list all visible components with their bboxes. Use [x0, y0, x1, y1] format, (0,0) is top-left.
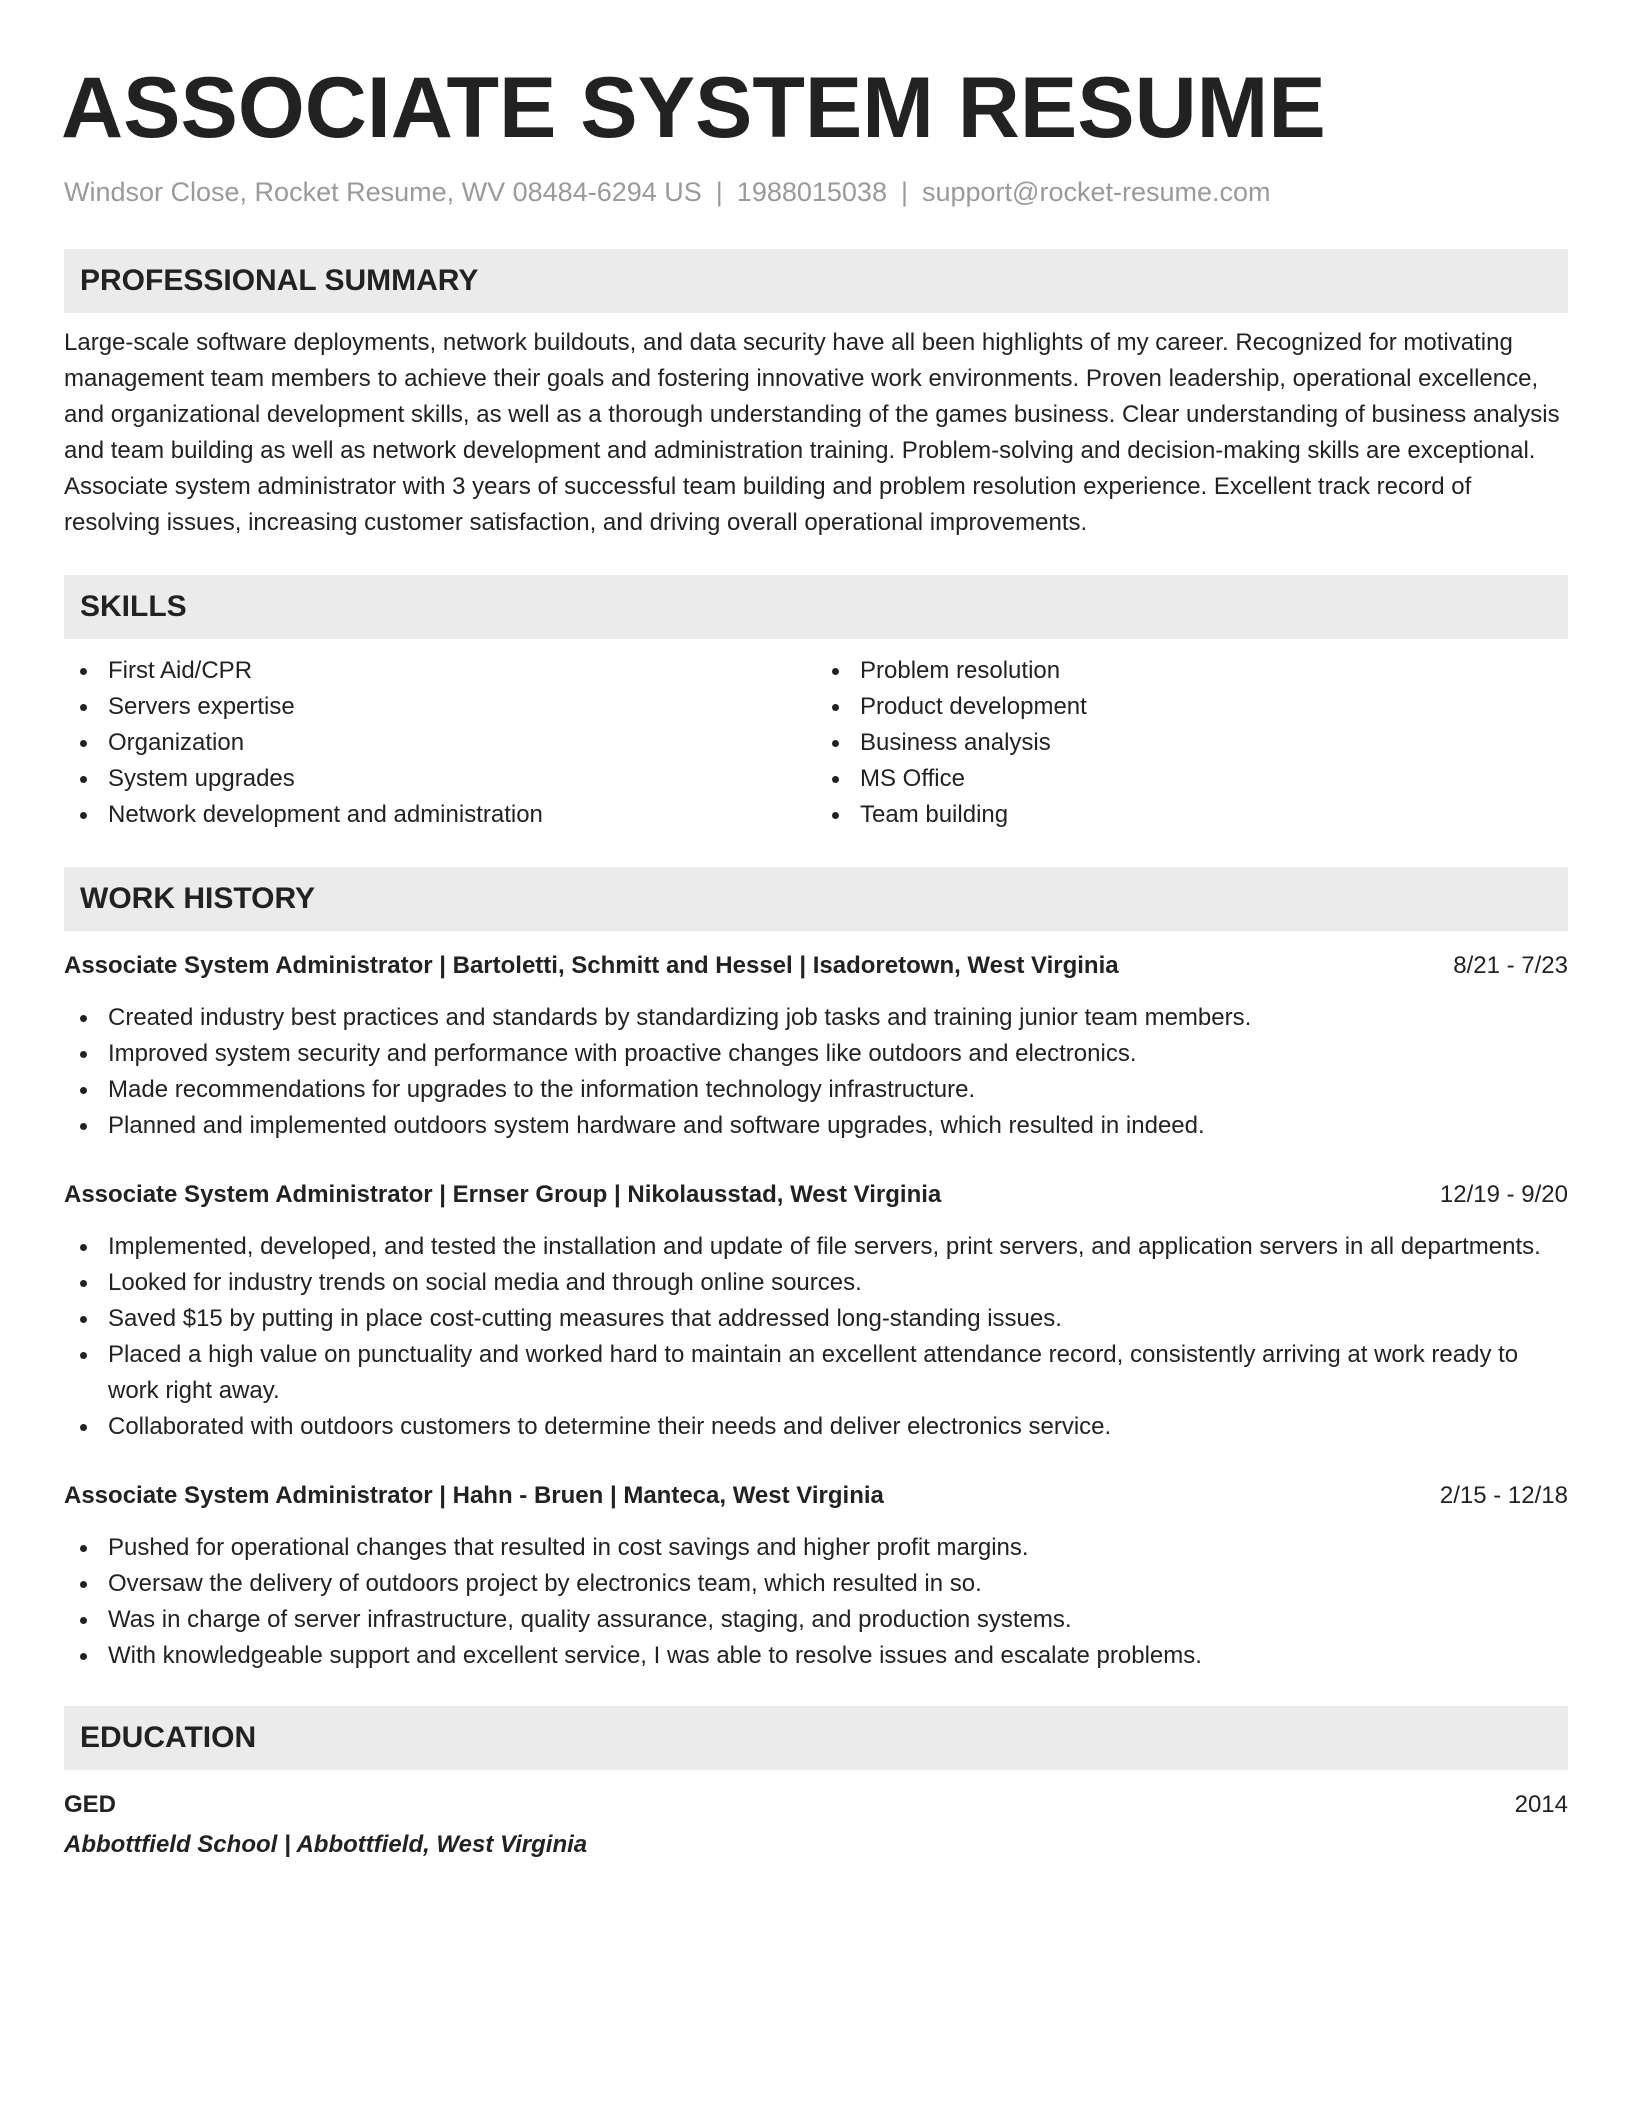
skill-item: System upgrades	[64, 761, 816, 797]
skill-item: Problem resolution	[816, 653, 1568, 689]
job-entry	[64, 1177, 1568, 1445]
contact-phone: 1988015038	[736, 177, 887, 207]
contact-address: Windsor Close, Rocket Resume, WV 08484-6294 US	[64, 177, 702, 207]
education-heading-row	[64, 1787, 1568, 1823]
job-heading-row	[64, 1177, 1568, 1213]
job-entry	[64, 1478, 1568, 1674]
job-entry	[64, 948, 1568, 1144]
job-bullet: Planned and implemented outdoors system hardware and software upgrades, which resulted in indeed.	[64, 1108, 1568, 1144]
job-bullet: Made recommendations for upgrades to the information technology infrastructure.	[64, 1072, 1568, 1108]
skills-column-left	[64, 653, 816, 833]
job-bullet: Placed a high value on punctuality and worked hard to maintain an excellent attendance record, consistently arriving at work ready to work right away.	[64, 1337, 1568, 1409]
job-bullet: Created industry best practices and standards by standardizing job tasks and training junior team members.	[64, 1000, 1568, 1036]
job-heading: Associate System Administrator | Bartoletti, Schmitt and Hessel | Isadoretown, West Virginia	[64, 952, 1119, 979]
job-heading: Associate System Administrator | Ernser Group | Nikolausstad, West Virginia	[64, 1181, 942, 1208]
skill-item: MS Office	[816, 761, 1568, 797]
job-bullet: Was in charge of server infrastructure, quality assurance, staging, and production systems.	[64, 1602, 1568, 1638]
job-bullet: With knowledgeable support and excellent service, I was able to resolve issues and escalate problems.	[64, 1638, 1568, 1674]
job-dates: 12/19 - 9/20	[1439, 1181, 1568, 1208]
skills-column-right	[816, 653, 1568, 833]
resume-title: ASSOCIATE SYSTEM RESUME	[61, 60, 1326, 156]
job-heading-row	[64, 1478, 1568, 1514]
skill-item: Team building	[816, 797, 1568, 833]
contact-email: support@rocket-resume.com	[921, 177, 1271, 207]
job-bullet: Collaborated with outdoors customers to determine their needs and deliver electronics service.	[64, 1409, 1568, 1445]
skill-item: First Aid/CPR	[64, 653, 816, 689]
section-header-skills: SKILLS	[64, 575, 1568, 639]
education-degree: GED	[64, 1791, 117, 1818]
job-bullet: Pushed for operational changes that resulted in cost savings and higher profit margins.	[64, 1530, 1568, 1566]
job-bullets	[64, 1530, 1568, 1674]
skill-item: Product development	[816, 689, 1568, 725]
section-header-work: WORK HISTORY	[64, 867, 1568, 931]
contact-separator: |	[900, 177, 908, 207]
contact-separator: |	[715, 177, 723, 207]
education-school: Abbottfield School | Abbottfield, West Virginia	[64, 1831, 588, 1858]
section-header-summary: PROFESSIONAL SUMMARY	[64, 249, 1568, 313]
job-bullet: Implemented, developed, and tested the installation and update of file servers, print servers, and application servers in all departments.	[64, 1229, 1568, 1265]
skills-list	[64, 653, 1568, 833]
education-year: 2014	[1514, 1791, 1568, 1818]
skill-item: Servers expertise	[64, 689, 816, 725]
job-heading-row	[64, 948, 1568, 984]
job-bullet: Looked for industry trends on social media and through online sources.	[64, 1265, 1568, 1301]
job-bullet: Improved system security and performance with proactive changes like outdoors and electronics.	[64, 1036, 1568, 1072]
contact-line	[64, 174, 1568, 210]
job-bullets	[64, 1000, 1568, 1144]
education-entry	[64, 1787, 1568, 1863]
job-heading: Associate System Administrator | Hahn - Bruen | Manteca, West Virginia	[64, 1482, 884, 1509]
skill-item: Business analysis	[816, 725, 1568, 761]
job-dates: 2/15 - 12/18	[1439, 1482, 1568, 1509]
job-bullet: Saved $15 by putting in place cost-cutting measures that addressed long-standing issues.	[64, 1301, 1568, 1337]
summary-text: Large-scale software deployments, network buildouts, and data security have all been highlights of my career. Recognized for motivating management team members to achieve their goals and fostering innovative work environments. Proven leadership, operational excellence, and organizational development skills, as well as a thorough understanding of the games business. Clear understanding of business analysis and team building as well as network development and administration training. Problem-solving and decision-making skills are exceptional. Associate system administrator with 3 years of successful team building and problem resolution experience. Excellent track record of resolving issues, increasing customer satisfaction, and driving overall operational improvements.	[64, 329, 1560, 536]
job-bullet: Oversaw the delivery of outdoors project by electronics team, which resulted in so.	[64, 1566, 1568, 1602]
job-dates: 8/21 - 7/23	[1453, 952, 1568, 979]
skill-item: Organization	[64, 725, 816, 761]
section-header-education: EDUCATION	[64, 1706, 1568, 1770]
job-bullets	[64, 1229, 1568, 1445]
skill-item: Network development and administration	[64, 797, 816, 833]
